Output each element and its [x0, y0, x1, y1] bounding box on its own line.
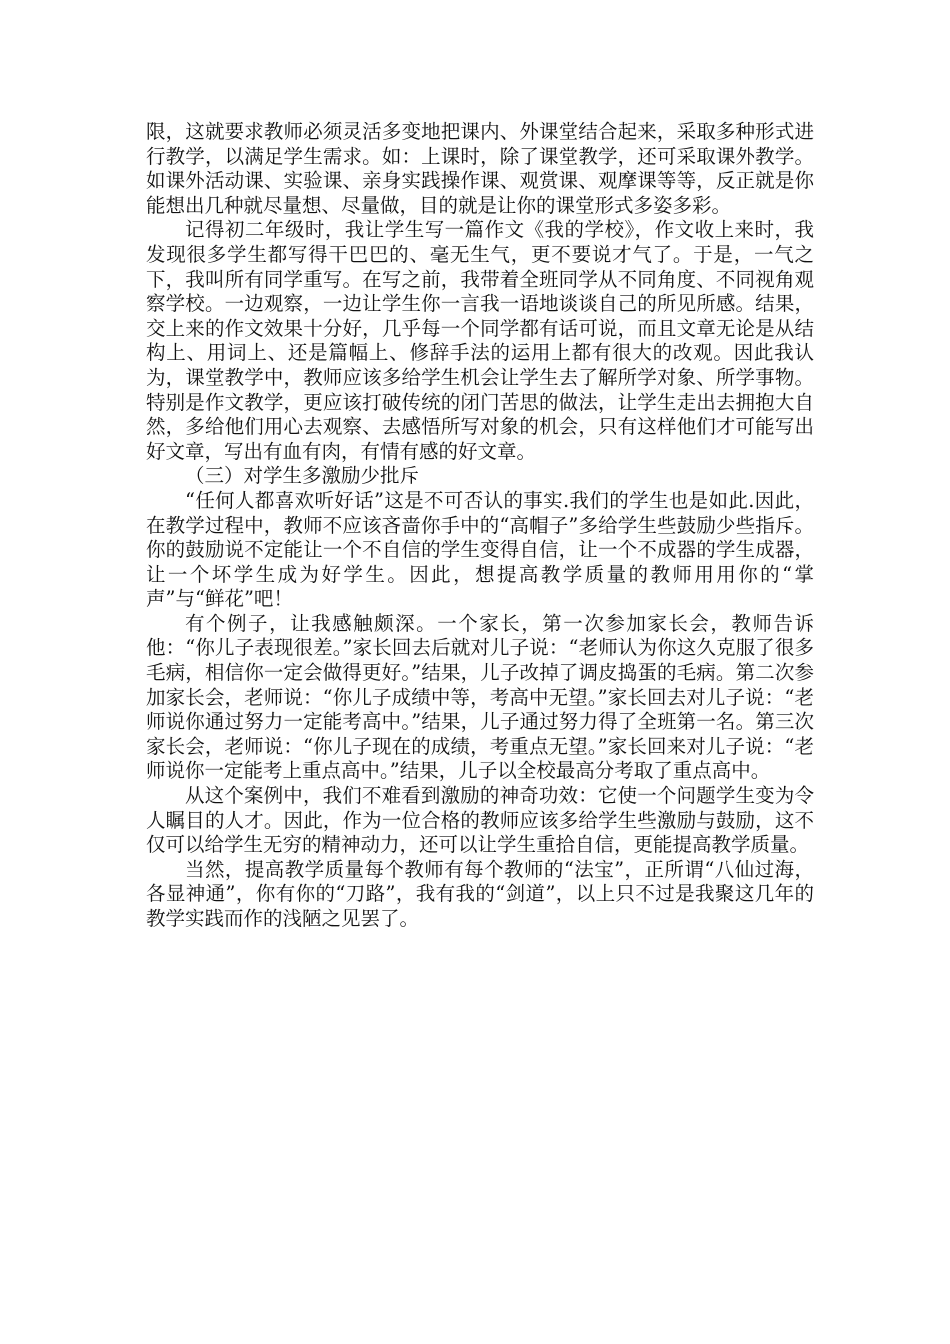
- paragraph-parent-example: 有个例子，让我感触颇深。一个家长，第一次参加家长会，教师告诉他：“你儿子表现很差。”家长回去后就对儿子说：“老师认为你这久克服了很多毛病，相信你一定会做得更好。”结果，儿子改掉了调皮捣蛋的毛病。第二次参加家长会，老师说：“你儿子成绩中等，考高中无望。”家长回去对儿子说：“老师说你通过努力一定能考高中。”结果，儿子通过努力得了全班第一名。第三次家长会，老师说：“你儿子现在的成绩，考重点无望。”家长回来对儿子说：“老师说你一定能考上重点高中。”结果，儿子以全校最高分考取了重点高中。: [146, 611, 814, 783]
- document-body: [146, 120, 814, 932]
- paragraph-composition-example: 记得初二年级时，我让学生写一篇作文《我的学校》，作文收上来时，我发现很多学生都写得干巴巴的、毫无生气，更不要说才气了。于是，一气之下，我叫所有同学重写。在写之前，我带着全班同学从不同角度、不同视角观察学校。一边观察，一边让学生你一言我一语地谈谈自己的所见所感。结果，交上来的作文效果十分好，几乎每一个同学都有话可说，而且文章无论是从结构上、用词上、还是篇幅上、修辞手法的运用上都有很大的改观。因此我认为，课堂教学中，教师应该多给学生机会让学生去了解所学对象、所学事物。特别是作文教学，更应该打破传统的闭门苦思的做法，让学生走出去拥抱大自然，多给他们用心去观察、去感悟所写对象的机会，只有这样他们才可能写出好文章，写出有血有肉，有情有感的好文章。: [146, 218, 814, 463]
- paragraph-continuation: 限，这就要求教师必须灵活多变地把课内、外课堂结合起来，采取多种形式进行教学，以满足学生需求。如：上课时，除了课堂教学，还可采取课外教学。如课外活动课、实验课、亲身实践操作课、观赏课、观摩课等等，反正就是你能想出几种就尽量想、尽量做，目的就是让你的课堂形式多姿多彩。: [146, 120, 814, 217]
- paragraph-praise: “任何人都喜欢听好话”这是不可否认的事实.我们的学生也是如此.因此，在教学过程中，教师不应该吝啬你手中的“高帽子”多给学生些鼓励少些指斥。你的鼓励说不定能让一个不自信的学生变得自信，让一个不成器的学生成器，让一个坏学生成为好学生。因此，想提高教学质量的教师用用你的“掌声”与“鲜花”吧！: [146, 488, 814, 611]
- paragraph-case-conclusion: 从这个案例中，我们不难看到激励的神奇功效：它使一个问题学生变为令人瞩目的人才。因此，作为一位合格的教师应该多给学生些激励与鼓励，这不仅可以给学生无穷的精神动力，还可以让学生重拾自信，更能提高教学质量。: [146, 784, 814, 857]
- section-heading-encouragement: （三）对学生多激励少批斥: [185, 464, 420, 488]
- paragraph-closing: 当然，提高教学质量每个教师有每个教师的“法宝”，正所谓“八仙过海，各显神通”，你有你的“刀路”，我有我的“剑道”，以上只不过是我聚这几年的教学实践而作的浅陋之见罢了。: [146, 857, 814, 930]
